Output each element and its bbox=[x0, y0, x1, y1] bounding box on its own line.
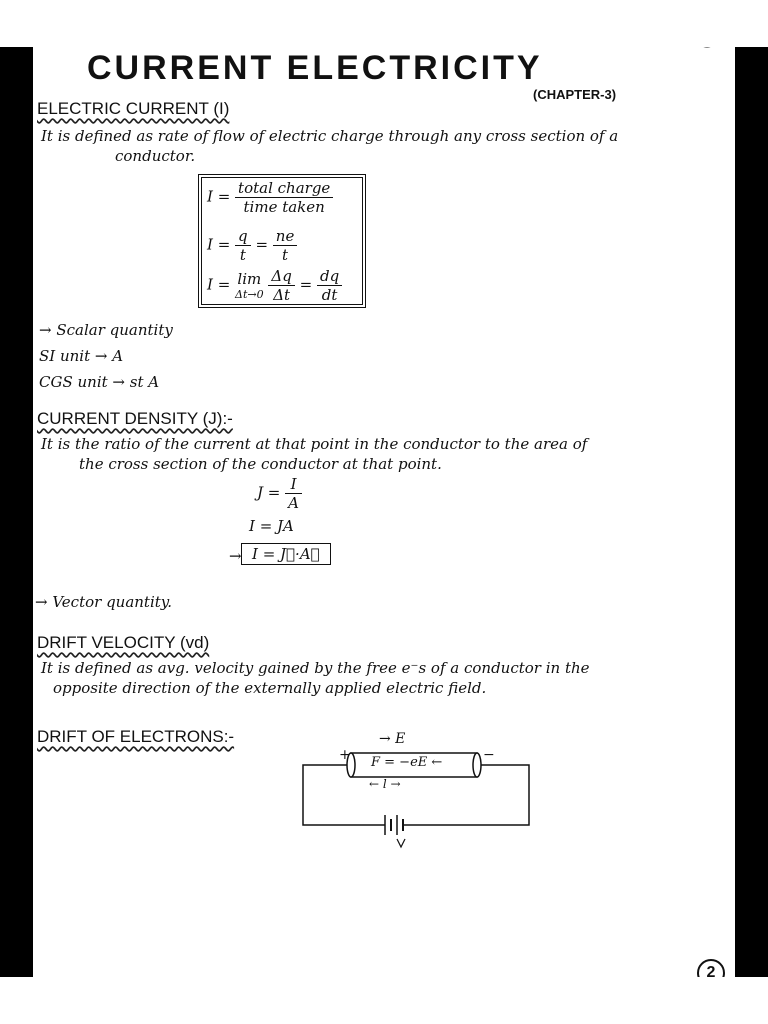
formula-fraction-derivative bbox=[317, 267, 342, 304]
formula-fraction bbox=[235, 179, 333, 216]
cgs-unit-line: CGS unit → st A bbox=[39, 373, 160, 391]
scan-border-top bbox=[0, 0, 768, 47]
electric-current-definition-line1: It is defined as rate of flow of electric charge through any cross section of a bbox=[41, 127, 619, 145]
formula-numerator: q bbox=[235, 227, 251, 246]
force-label: F = −eE ← bbox=[371, 755, 443, 770]
formula-fraction-dq-dt bbox=[268, 267, 294, 304]
section-heading-electric-current: ELECTRIC CURRENT (I) bbox=[37, 99, 230, 118]
formula-fraction-ne-t bbox=[273, 227, 298, 264]
corner-circle-icon bbox=[689, 47, 725, 53]
formula-denominator: dt bbox=[321, 286, 338, 304]
electric-field-label: → E bbox=[379, 731, 406, 747]
formula-denominator: t bbox=[239, 246, 246, 264]
formula-lhs: I = bbox=[207, 275, 231, 294]
page-number: 2 bbox=[697, 959, 725, 977]
scan-border-right bbox=[735, 47, 768, 977]
formula-numerator: total charge bbox=[235, 179, 333, 198]
section-heading-current-density: CURRENT DENSITY (J):- bbox=[37, 409, 233, 428]
electric-current-definition-line2: conductor. bbox=[115, 147, 196, 165]
drift-velocity-definition-line1: It is defined as avg. velocity gained by the free e⁻s of a conductor in the bbox=[41, 659, 590, 677]
formula-vector-current: I = J⃗·A⃗ bbox=[241, 543, 331, 565]
formula-lhs: I = bbox=[207, 235, 231, 254]
formula-i-equals-ja: I = JA bbox=[249, 517, 294, 535]
formula-denominator: t bbox=[282, 246, 289, 264]
formula-fraction-q-t bbox=[235, 227, 251, 264]
formula-equals: = bbox=[299, 275, 313, 294]
formula-lhs: J = bbox=[257, 483, 281, 502]
formula-equals: = bbox=[255, 235, 269, 254]
formula-fraction-i-a bbox=[285, 475, 302, 512]
note-vector-quantity: → Vector quantity. bbox=[35, 593, 173, 611]
page-title: CURRENT ELECTRICITY bbox=[87, 49, 543, 87]
section-heading-drift-of-electrons: DRIFT OF ELECTRONS:- bbox=[37, 727, 235, 746]
formula-current-definition bbox=[207, 179, 333, 216]
notebook-page bbox=[33, 47, 735, 977]
current-density-definition-line1: It is the ratio of the current at that point in the conductor to the area of bbox=[41, 435, 588, 453]
formula-limit bbox=[235, 270, 264, 301]
formula-numerator: ne bbox=[273, 227, 298, 246]
formula-denominator: Δt bbox=[273, 286, 291, 304]
limit-operator: lim bbox=[237, 270, 262, 288]
formula-numerator: Δq bbox=[268, 267, 294, 286]
si-unit-line: SI unit → A bbox=[39, 347, 124, 365]
formula-current-density bbox=[257, 475, 302, 512]
current-density-definition-line2: the cross section of the conductor at that point. bbox=[79, 455, 442, 473]
formula-numerator: dq bbox=[317, 267, 342, 286]
chapter-label: (CHAPTER-3) bbox=[533, 87, 617, 102]
arrow-to-vector-formula: → bbox=[229, 547, 242, 565]
formula-current-charge bbox=[207, 227, 297, 264]
scan-border-left bbox=[0, 47, 33, 977]
formula-current-limit bbox=[207, 267, 342, 304]
formula-lhs: I = bbox=[207, 187, 231, 206]
negative-terminal-label: − bbox=[483, 747, 495, 763]
formula-denominator: time taken bbox=[243, 198, 325, 216]
positive-terminal-label: + bbox=[339, 747, 351, 763]
limit-subscript: Δt→0 bbox=[235, 288, 264, 301]
drift-velocity-definition-line2: opposite direction of the externally applied electric field. bbox=[53, 679, 487, 697]
formula-numerator: I bbox=[285, 475, 302, 494]
length-label: ← l → bbox=[369, 777, 401, 791]
section-heading-drift-velocity: DRIFT VELOCITY (vd) bbox=[37, 633, 210, 652]
note-scalar-quantity: → Scalar quantity bbox=[39, 321, 173, 339]
formula-denominator: A bbox=[288, 494, 299, 512]
